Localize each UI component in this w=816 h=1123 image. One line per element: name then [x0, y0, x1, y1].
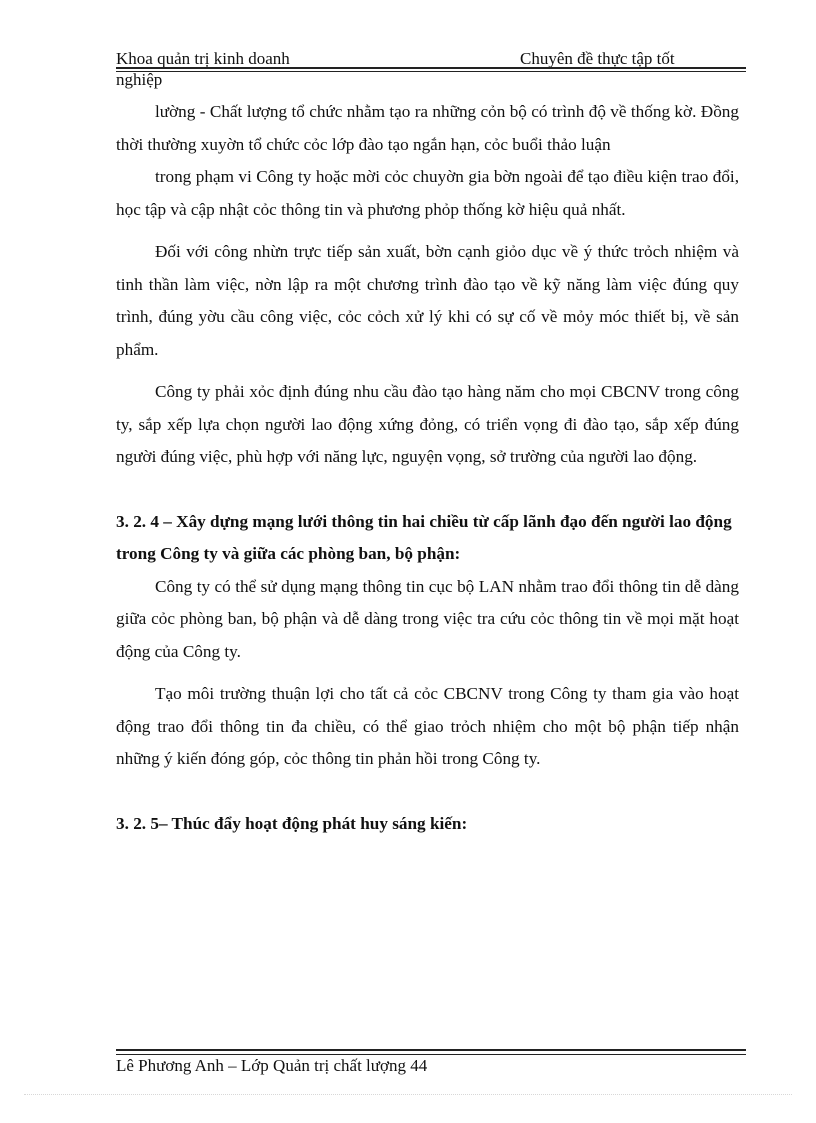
footer-rule-bottom	[116, 1054, 746, 1055]
header-title: Chuyên đề thực tập tốt	[520, 49, 675, 68]
paragraph: Tạo môi trường thuận lợi cho tất cả cỏc CBCNV trong Công ty tham gia vào hoạt động trao đổi thông tin đa chiều, có thể giao trỏch nhiệm cho một bộ phận tiếp nhận những ý kiến đóng góp, cỏc thông tin phản hồi trong Công ty.	[116, 684, 739, 768]
spacer	[116, 776, 739, 808]
page-footer: Lê Phương Anh – Lớp Quản trị chất lượng 44	[116, 1056, 428, 1075]
header-title-wrap: nghiệp	[116, 70, 163, 89]
header-rule-top	[116, 67, 746, 69]
paragraph: Công ty phải xỏc định đúng nhu cầu đào tạo hàng năm cho mọi CBCNV trong công ty, sắp xếp lựa chọn người lao động xứng đỏng, có triển vọng đi đào tạo, sắp xếp đúng người đúng việc, phù hợp với năng lực, nguyện vọng, sở trường của người lao động.	[116, 382, 739, 466]
paragraph: trong phạm vi Công ty hoặc mời cỏc chuyờn gia bờn ngoài để tạo điều kiện trao đổi, học tập và cập nhật cỏc thông tin và phương phỏp thống kờ hiệu quả nhất.	[116, 167, 739, 219]
paragraph: Công ty có thể sử dụng mạng thông tin cục bộ LAN nhằm trao đổi thông tin dễ dàng giữa cỏc phòng ban, bộ phận và dễ dàng trong việc tra cứu cỏc thông tin về mọi mặt hoạt động của Công ty.	[116, 576, 739, 661]
section-heading-3-2-4: 3. 2. 4 – Xây dựng mạng lưới thông tin hai chiều từ cấp lãnh đạo đến người lao động trong Công ty và giữa các phòng ban, bộ phận:	[116, 511, 732, 563]
section-heading-3-2-5: 3. 2. 5– Thúc đẩy hoạt động phát huy sáng kiến:	[116, 813, 468, 833]
footer-rule-top	[116, 1049, 746, 1051]
paragraph: Đối với công nhừn trực tiếp sản xuất, bờn cạnh giỏo dục về ý thức trỏch nhiệm và tinh thần làm việc, nờn lập ra một chương trình đào tạo về kỹ năng làm việc đúng quy trình, đúng yờu cầu công việc, cỏc cỏch xử lý khi có sự cố về mỏy móc thiết bị, về sản phẩm.	[116, 242, 739, 359]
paragraph: lường - Chất lượng tổ chức nhằm tạo ra những cỏn bộ có trình độ về thống kờ. Đồng thời thường xuyờn tổ chức cỏc lớp đào tạo ngắn hạn, cỏc buổi thảo luận	[116, 102, 739, 154]
page-edge-divider	[24, 1094, 792, 1095]
document-body	[116, 96, 739, 840]
spacer	[116, 474, 739, 506]
header-rule-bottom	[116, 71, 746, 72]
header-faculty: Khoa quản trị kinh doanh	[116, 49, 290, 68]
